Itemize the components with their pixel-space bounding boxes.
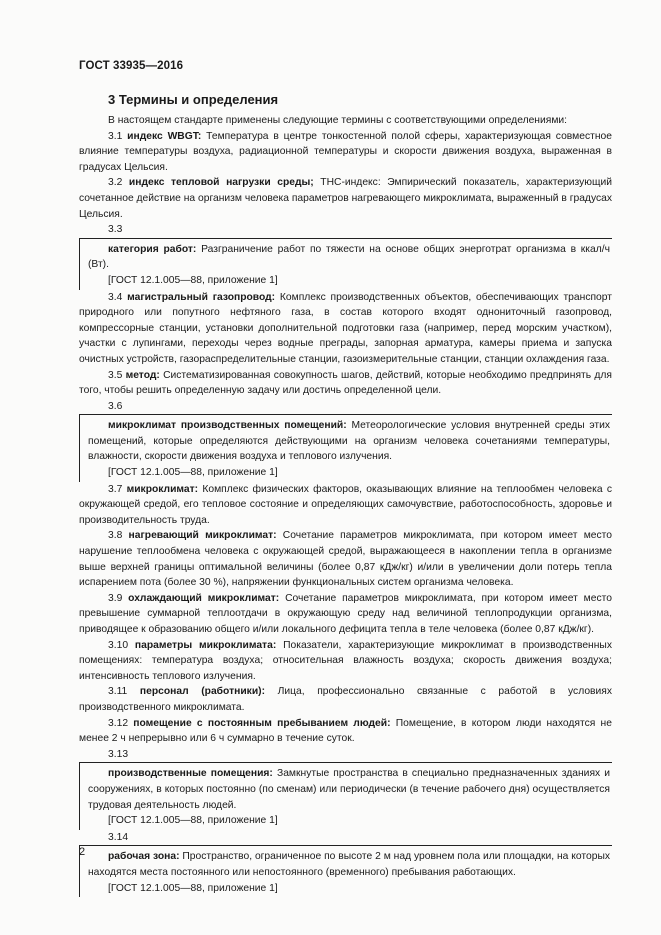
term-3-8 bbox=[79, 528, 612, 590]
term-definition: Систематизированная совокупность шагов, действий, которые необходимо предпринять для того, чтобы решить определенную задачу или достичь определенной цели. bbox=[79, 369, 612, 397]
term-definition: ТНС-индекс: Эмпирический показатель, характеризующий сочетанное действие на организм человека параметров нагревающего микроклимата, выраженный в градусах Цельсия. bbox=[79, 177, 612, 220]
term-name: персонал (работники): bbox=[139, 686, 266, 698]
term-box-3-14 bbox=[79, 845, 612, 897]
term-definition: Помещение, в котором люди находятся не менее 2 ч непрерывно или 6 ч суммарно в течение суток. bbox=[79, 717, 612, 745]
term-3-4 bbox=[79, 290, 612, 368]
term-3-2 bbox=[79, 175, 612, 222]
term-source: [ГОСТ 12.1.005—88, приложение 1] bbox=[108, 815, 278, 827]
term-3-11 bbox=[79, 684, 612, 715]
term-name: охлаждающий микроклимат: bbox=[128, 592, 280, 604]
term-name: производственные помещения: bbox=[108, 768, 273, 780]
intro-paragraph: В настоящем стандарте применены следующие термины с соответствующими определениями: bbox=[108, 115, 568, 126]
term-definition: Сочетание параметров микроклимата, при котором имеет место превышение суммарной теплоотдачи в окружающую среду над величиной теплопродукции организма, приводящее к образованию общего и/или локального дефицита тепла в теле человека (более 0,87 кДж/кг). bbox=[79, 592, 612, 635]
term-3-3 bbox=[88, 242, 612, 273]
term-number: 3.8 bbox=[108, 530, 123, 542]
term-name: помещение с постоянным пребыванием людей: bbox=[133, 717, 391, 729]
term-source: [ГОСТ 12.1.005—88, приложение 1] bbox=[108, 467, 278, 479]
term-source: [ГОСТ 12.1.005—88, приложение 1] bbox=[108, 274, 278, 286]
term-definition: Разграничение работ по тяжести на основе общих энерготрат организма в ккал/ч (Вт). bbox=[88, 243, 610, 271]
term-definition: Температура в центре тонкостенной полой сферы, характеризующая совместное влияние температуры воздуха, радиационной температуры и скорости движения воздуха, выраженная в градусах Цельсия. bbox=[79, 130, 612, 173]
document-body bbox=[79, 113, 612, 897]
term-number: 3.7 bbox=[108, 483, 123, 495]
term-source: [ГОСТ 12.1.005—88, приложение 1] bbox=[108, 882, 278, 894]
term-definition: Комплекс производственных объектов, обеспечивающих транспорт природного или попутного нефтяного газа, в состав которого входят однониточный газопровод, компрессорные станции, установки дополнительной подготовки газа (например, перед морским участком), участки с лупингами, переходы через водные преграды, запорная арматура, камеры приема и запуска очистных устройств, газораспределительные станции, газоизмерительные станции, станции охлаждения газа. bbox=[79, 291, 612, 365]
term-number: 3.10 bbox=[108, 639, 129, 651]
term-number: 3.12 bbox=[108, 717, 129, 729]
term-definition: Лица, профессионально связанные с работой в условиях производственного микроклимата. bbox=[79, 686, 612, 713]
term-name: категория работ: bbox=[108, 243, 197, 255]
term-3-13 bbox=[88, 766, 612, 813]
term-definition: Пространство, ограниченное по высоте 2 м над уровнем пола или площадки, на которых находятся места постоянного или непостоянного (временного) пребывания работающих. bbox=[88, 851, 610, 878]
term-name: микроклимат производственных помещений: bbox=[108, 420, 347, 432]
term-number: 3.4 bbox=[108, 291, 123, 303]
term-3-7 bbox=[79, 482, 612, 529]
term-box-3-6 bbox=[79, 414, 612, 481]
document-header: ГОСТ 33935—2016 bbox=[79, 60, 184, 72]
term-definition: Комплекс физических факторов, оказывающих влияние на теплообмен человека с окружающей средой, его тепловое состояние и определяющих самочувствие, работоспособность, здоровье и производительность труда. bbox=[79, 483, 612, 526]
term-number: 3.2 bbox=[108, 177, 123, 189]
term-number: 3.1 bbox=[108, 130, 123, 142]
term-definition: Замкнутые пространства в специально предназначенных зданиях и сооружениях, в которых постоянно (по сменам) или периодически (в течение рабочего дня) осуществляется трудовая деятельность людей. bbox=[88, 768, 611, 811]
term-3-1 bbox=[79, 129, 612, 176]
term-3-14 bbox=[88, 849, 612, 880]
term-number-3-6: 3.6 bbox=[108, 400, 123, 412]
term-box-3-3 bbox=[79, 238, 612, 290]
term-name: магистральный газопровод: bbox=[127, 291, 276, 303]
term-number: 3.5 bbox=[108, 369, 123, 381]
term-name: параметры микроклимата: bbox=[134, 639, 277, 651]
page-number: 2 bbox=[79, 846, 86, 858]
term-definition: Сочетание параметров микроклимата, при котором имеет место нарушение теплообмена человека с окружающей средой, выражающееся в накоплении тепла в организме выше верхней границы оптимальной величины (более 0,87 кДж/кг) и/или в увеличении доли потерь тепла испарением пота (более 30 %), напряжении функциональных систем организма человека. bbox=[79, 530, 612, 589]
term-name: индекс тепловой нагрузки среды; bbox=[128, 177, 314, 189]
term-3-10 bbox=[79, 638, 612, 685]
term-number-3-14: 3.14 bbox=[108, 831, 129, 843]
term-name: метод: bbox=[125, 369, 160, 381]
term-3-6 bbox=[88, 418, 612, 465]
term-3-9 bbox=[79, 591, 612, 638]
section-title: 3 Термины и определения bbox=[108, 92, 279, 107]
term-definition: Метеорологические условия внутренней среды этих помещений, которые определяются действующими на организм человека сочетаниями температуры, влажности, скорости движения воздуха и теплового излучения. bbox=[88, 420, 610, 463]
term-number: 3.11 bbox=[108, 686, 128, 698]
term-name: нагревающий микроклимат: bbox=[128, 530, 277, 542]
term-name: индекс WBGT: bbox=[127, 130, 202, 142]
term-number: 3.9 bbox=[108, 592, 123, 604]
term-name: рабочая зона: bbox=[108, 851, 180, 863]
term-number-3-3: 3.3 bbox=[108, 224, 123, 236]
term-box-3-13 bbox=[79, 762, 612, 829]
term-name: микроклимат: bbox=[126, 483, 199, 495]
term-number-3-13: 3.13 bbox=[108, 748, 129, 760]
term-definition: Показатели, характеризующие микроклимат в производственных помещениях: температура воздуха; относительная влажность воздуха; скорость движения воздуха; интенсивность теплового излучения. bbox=[79, 639, 612, 682]
term-3-12 bbox=[79, 716, 612, 747]
term-3-5 bbox=[79, 368, 612, 399]
